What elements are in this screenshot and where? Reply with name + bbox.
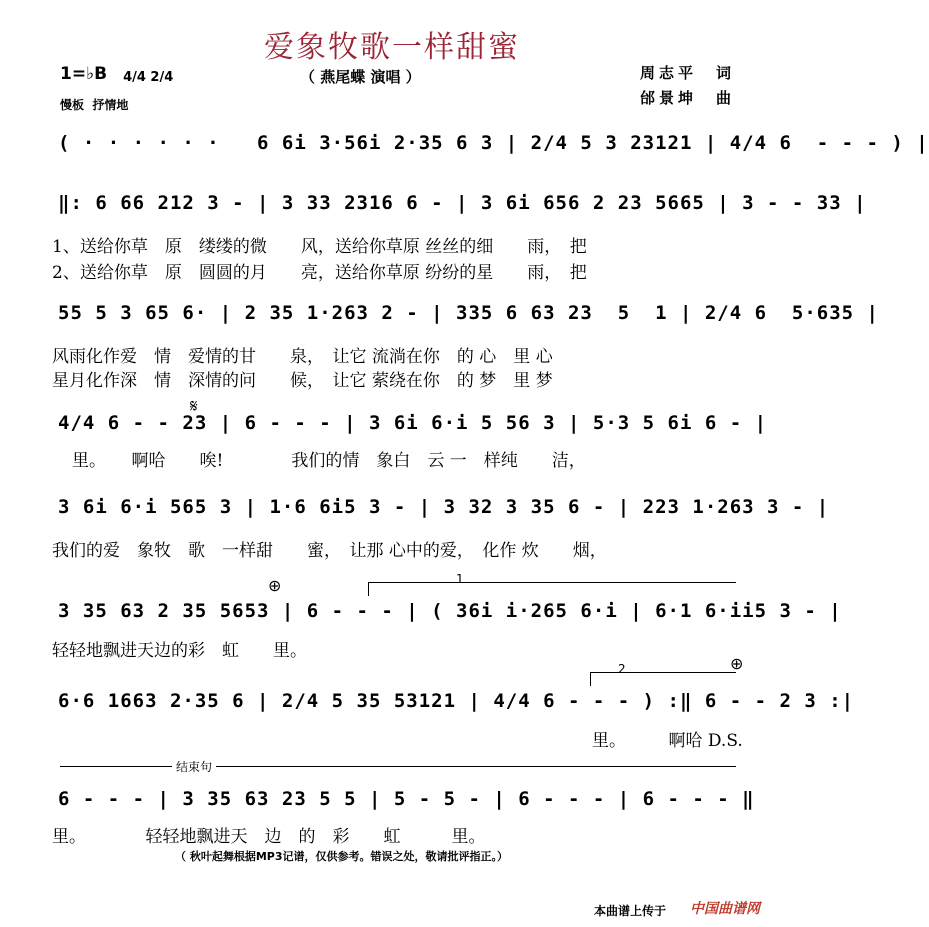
lyrics-row-7: 里。 啊哈 D.S. [592,731,743,751]
segno-mark: 𝄋 [190,396,198,417]
score-row-8: 6 - - - | 3 35 63 23 5 5 | 5 - 5 - | 6 - - - | 6 - - - ‖ [58,788,755,810]
site-logo: 中国曲谱网 [690,901,760,917]
score-row-5: 3 6i 6·i 565 3 | 1·6 6i5 3 - | 3 32 3 35 6 - | 223 1·263 3 - | [58,496,830,518]
lyricist-credit: 周志平 词 [640,64,736,82]
lyrics-row-8: 里。 轻轻地飘进天 边 的 彩 虹 里。 [52,827,486,847]
upload-caption: 本曲谱上传于 [594,904,667,918]
score-row-1: ( · · · · · · 6 6i 3·56i 2·35 6 3 | 2/4 5 3 23121 | 4/4 6 - - - ) | [58,132,929,154]
volta-1-number: 1 [456,572,464,586]
composer-credit: 邰景坤 曲 [640,89,736,107]
time-signature-text: 4/4 2/4 [123,70,174,85]
transcription-note: （ 秋叶起舞根据MP3记谱，仅供参考。错误之处，敬请批评指正。） [175,850,508,863]
coda-mark-2: ⊕ [730,654,744,673]
time-signature [114,60,173,84]
score-row-6: 3 35 63 2 35 5653 | 6 - - - | ( 36i i·265 6·i | 6·1 6·ii5 3 - | [58,600,842,622]
score-row-3: 55 5 3 65 6· | 2 35 1·263 2 - | 335 6 63 23 5 1 | 2/4 6 5·635 | [58,302,879,324]
ending-bracket-line [60,766,736,767]
volta-2-number: 2 [618,662,626,676]
lyrics-row-3a: 风雨化作爱 情 爱情的甘 泉， 让它 流淌在你 的 心 里 心 [52,347,553,367]
lyrics-row-4: 里。 啊哈 唉! 我们的情 象白 云 一 样纯 洁， [72,451,586,471]
volta-1-line [368,582,736,583]
volta-1-left [368,582,369,596]
key-signature: 1=♭B [60,64,108,84]
tempo-marking: 慢板 抒情地 [60,98,129,112]
score-row-2: ‖: 6 66 212 3 - | 3 33 2316 6 - | 3 6i 656 2 23 5665 | 3 - - 33 | [58,192,867,214]
volta-2-left [590,672,591,686]
ending-label: 结束句 [172,758,216,775]
lyrics-row-5: 我们的爱 象牧 歌 一样甜 蜜， 让那 心中的爱， 化作 炊 烟， [52,541,607,561]
performer-credit: （ 燕尾蝶 演唱 ） [300,68,421,86]
score-row-7: 6·6 1663 2·35 6 | 2/4 5 35 53121 | 4/4 6 - - - ) :‖ 6 - - 2 3 :| [58,690,855,712]
lyrics-row-6: 轻轻地飘进天边的彩 虹 里。 [52,641,307,661]
coda-mark-1: ⊕ [268,576,282,595]
lyrics-row-3b: 星月化作深 情 深情的问 候， 让它 萦绕在你 的 梦 里 梦 [52,371,553,391]
score-title: 爱象牧歌一样甜蜜 [264,30,520,65]
lyrics-verse-1: 1、送给你草 原 缕缕的微 风，送给你草原 丝丝的细 雨， 把 [52,237,587,257]
volta-2-line [590,672,736,673]
score-row-4: 4/4 6 - - 23 | 6 - - - | 3 6i 6·i 5 56 3 | 5·3 5 6i 6 - | [58,412,768,434]
lyrics-verse-2: 2、送给你草 原 圆圆的月 亮，送给你草原 纷纷的星 雨， 把 [52,263,587,283]
